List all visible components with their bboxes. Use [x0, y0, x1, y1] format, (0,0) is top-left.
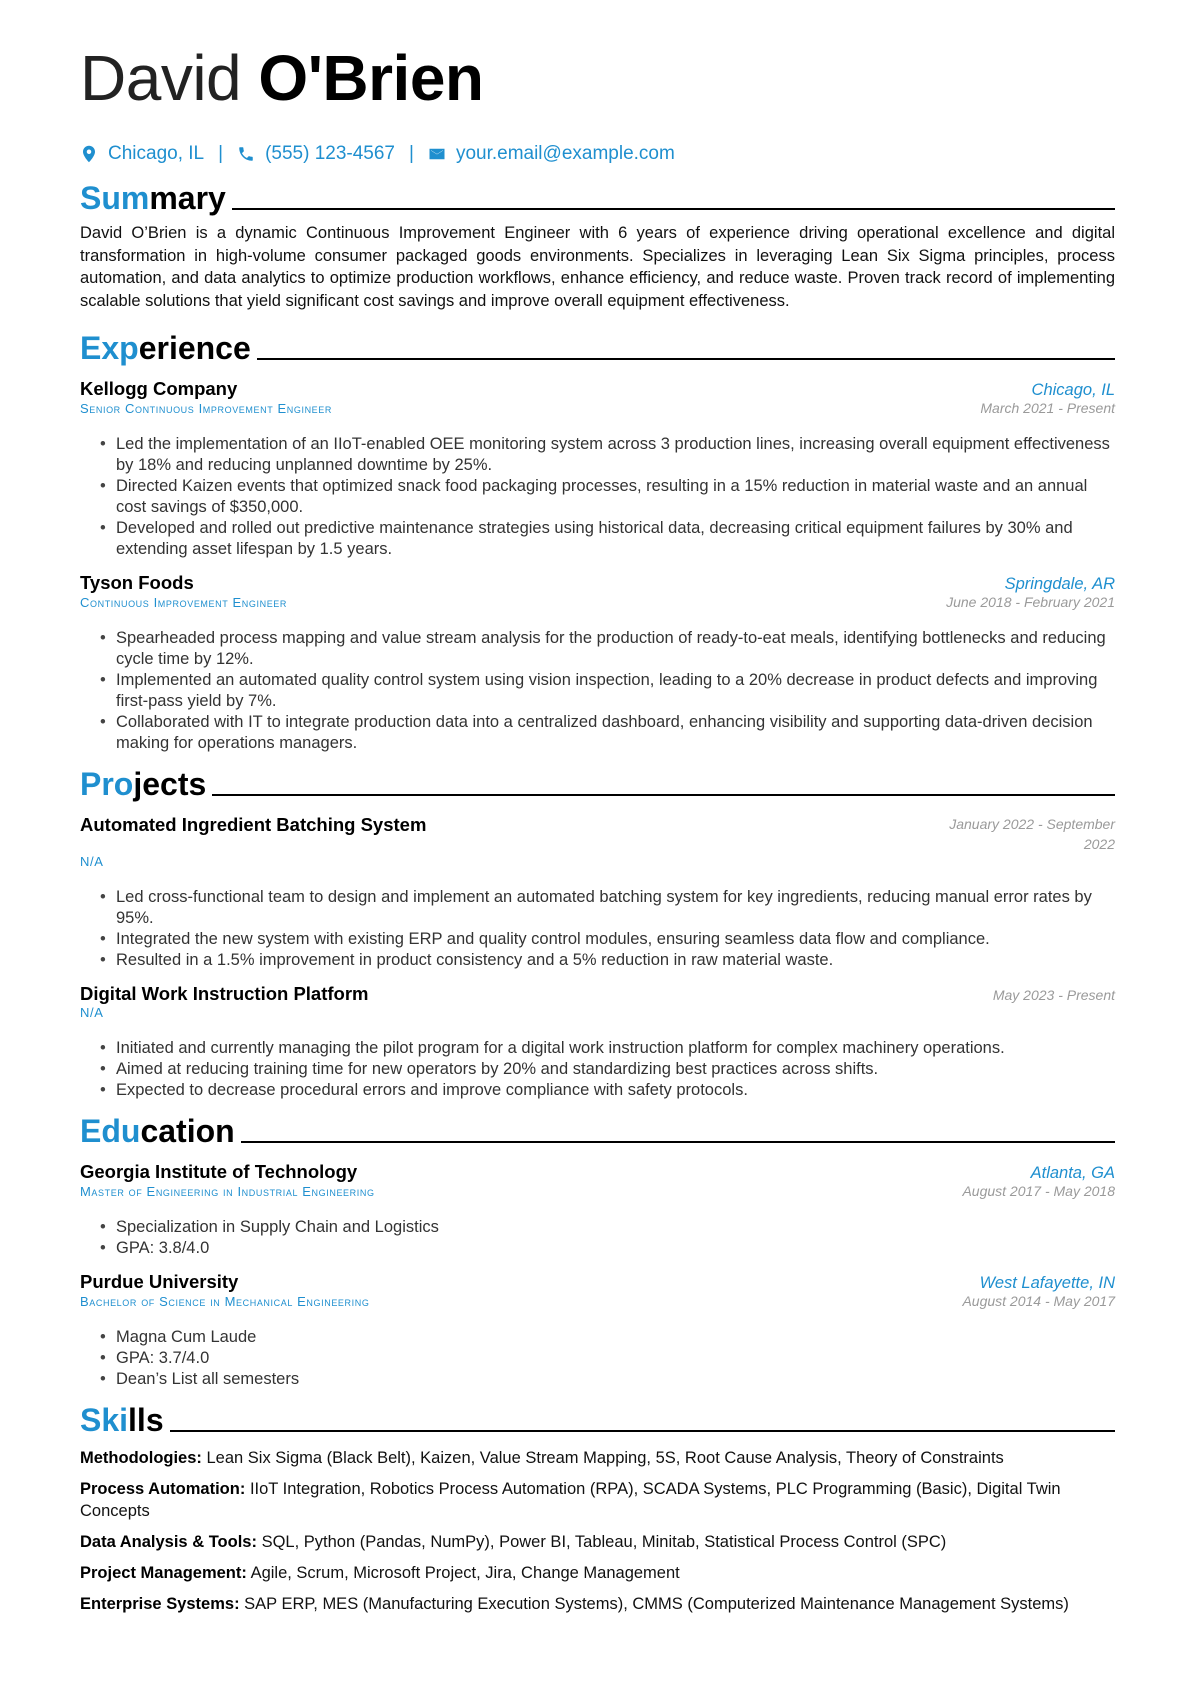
entry-location: Chicago, IL	[1031, 381, 1115, 399]
skill-row	[80, 1447, 1115, 1469]
entry-dates: January 2022 - September 2022	[949, 816, 1115, 852]
experience-entry	[80, 378, 1115, 560]
list-item: • Led the implementation of an IIoT-enabled OEE monitoring system across 3 production lines, increasing overall equipment effectiveness by 18% and reducing unplanned downtime by 25%.	[116, 434, 1115, 476]
list-item: • Expected to decrease procedural errors and improve compliance with safety protocols.	[116, 1080, 1115, 1101]
skill-value: SQL, Python (Pandas, NumPy), Power BI, Tableau, Minitab, Statistical Process Control (SPC)	[261, 1533, 947, 1551]
section-rule	[241, 1141, 1115, 1143]
projects-heading	[80, 762, 1115, 802]
skill-row	[80, 1478, 1115, 1522]
list-item: • Resulted in a 1.5% improvement in product consistency and a 5% reduction in raw material waste.	[116, 950, 1115, 971]
project-sub: N/A	[80, 854, 104, 869]
list-item: • GPA: 3.7/4.0	[116, 1348, 1115, 1369]
phone-text[interactable]: (555) 123-4567	[265, 143, 395, 164]
phone-icon	[237, 144, 255, 164]
company-name: Tyson Foods	[80, 572, 194, 593]
project-entry	[80, 814, 1115, 971]
list-item: • Initiated and currently managing the pilot program for a digital work instruction platform for complex machinery operations.	[116, 1038, 1115, 1059]
section-rule	[232, 208, 1115, 210]
section-title: Experience	[80, 330, 251, 366]
summary-text: David O’Brien is a dynamic Continuous Improvement Engineer with 6 years of experience driving operational excellence and digital transformation in high-volume consumer packaged goods environments. Specializes in leveraging Lean Six Sigma principles, process automation, and data analytics to optimize production workflows, enhance efficiency, and reduce waste. Proven track record of implementing scalable solutions that yield significant cost savings and improve overall equipment effectiveness.	[80, 224, 1115, 310]
project-entry	[80, 983, 1115, 1101]
skill-row	[80, 1593, 1115, 1615]
skill-label: Data Analysis & Tools:	[80, 1533, 257, 1551]
list-item: • Magna Cum Laude	[116, 1327, 1115, 1348]
job-role: Continuous Improvement Engineer	[80, 595, 288, 610]
skill-label: Methodologies:	[80, 1449, 202, 1467]
candidate-name	[80, 38, 1115, 118]
entry-dates: August 2017 - May 2018	[962, 1183, 1115, 1199]
company-name: Kellogg Company	[80, 378, 238, 399]
contact-location	[80, 143, 204, 165]
list-item: • GPA: 3.8/4.0	[116, 1238, 1115, 1259]
list-item: • Collaborated with IT to integrate production data into a centralized dashboard, enhancing visibility and supporting data-driven decision making for operations managers.	[116, 712, 1115, 754]
section-title: Projects	[80, 766, 207, 802]
school-name: Georgia Institute of Technology	[80, 1161, 358, 1182]
list-item: • Implemented an automated quality control system using vision inspection, leading to a 20% decrease in product defects and improving first-pass yield by 7%.	[116, 670, 1115, 712]
education-entry	[80, 1271, 1115, 1390]
skill-label: Project Management:	[80, 1564, 247, 1582]
envelope-icon	[428, 144, 446, 164]
entry-location: West Lafayette, IN	[979, 1274, 1115, 1292]
section-rule	[212, 794, 1115, 796]
list-item: • Integrated the new system with existing ERP and quality control modules, ensuring seamless data flow and compliance.	[116, 929, 1115, 950]
bullet-list	[80, 434, 1115, 560]
location-text: Chicago, IL	[108, 143, 205, 164]
entry-dates: June 2018 - February 2021	[946, 594, 1115, 610]
job-role: Senior Continuous Improvement Engineer	[80, 401, 332, 416]
skill-row	[80, 1562, 1115, 1584]
list-item: • Dean’s List all semesters	[116, 1369, 1115, 1390]
map-marker-icon	[80, 144, 98, 164]
entry-dates: August 2014 - May 2017	[962, 1293, 1115, 1309]
school-name: Purdue University	[80, 1271, 239, 1292]
skill-value: Agile, Scrum, Microsoft Project, Jira, Change Management	[250, 1564, 680, 1582]
last-name: O'Brien	[258, 42, 484, 114]
email-link[interactable]: your.email@example.com	[455, 143, 675, 164]
entry-dates: March 2021 - Present	[980, 400, 1115, 416]
summary-heading	[80, 176, 1115, 216]
bullet-list	[80, 1327, 1115, 1390]
bullet-list	[80, 1217, 1115, 1259]
project-title: Digital Work Instruction Platform	[80, 983, 369, 1004]
skill-row	[80, 1531, 1115, 1553]
list-item: • Led cross-functional team to design and implement an automated batching system for key ingredients, reducing manual error rates by 95%.	[116, 887, 1115, 929]
experience-entry	[80, 572, 1115, 754]
skill-label: Process Automation:	[80, 1480, 246, 1498]
contact-phone[interactable]	[237, 143, 395, 165]
contact-bar	[80, 140, 1115, 168]
list-item: • Spearheaded process mapping and value stream analysis for the production of ready-to-eat meals, identifying bottlenecks and reducing cycle time by 12%.	[116, 628, 1115, 670]
education-entry	[80, 1161, 1115, 1259]
entry-location: Atlanta, GA	[1030, 1164, 1115, 1182]
entry-location: Springdale, AR	[1004, 575, 1115, 593]
bullet-list	[80, 887, 1115, 971]
first-name: David	[80, 42, 242, 114]
skills-heading	[80, 1398, 1115, 1438]
experience-heading	[80, 326, 1115, 366]
section-rule	[170, 1430, 1115, 1432]
section-title: Summary	[80, 180, 226, 216]
list-item: • Aimed at reducing training time for new operators by 20% and standardizing best practices across shifts.	[116, 1059, 1115, 1080]
bullet-list	[80, 628, 1115, 754]
degree: Master of Engineering in Industrial Engineering	[80, 1184, 375, 1199]
bullet-list	[80, 1038, 1115, 1101]
degree: Bachelor of Science in Mechanical Engineering	[80, 1294, 370, 1309]
section-title: Skills	[80, 1402, 164, 1438]
entry-dates: May 2023 - Present	[992, 987, 1115, 1003]
list-item: • Specialization in Supply Chain and Logistics	[116, 1217, 1115, 1238]
list-item: • Developed and rolled out predictive maintenance strategies using historical data, decreasing critical equipment failures by 30% and extending asset lifespan by 1.5 years.	[116, 518, 1115, 560]
contact-separator: |	[218, 143, 224, 164]
contact-separator: |	[409, 143, 414, 164]
section-rule	[257, 358, 1115, 360]
skill-label: Enterprise Systems:	[80, 1595, 240, 1613]
section-title: Education	[80, 1113, 235, 1149]
skill-value: SAP ERP, MES (Manufacturing Execution Systems), CMMS (Computerized Maintenance Management Systems)	[244, 1595, 1069, 1613]
project-title: Automated Ingredient Batching System	[80, 814, 427, 835]
skill-value: Lean Six Sigma (Black Belt), Kaizen, Value Stream Mapping, 5S, Root Cause Analysis, Theory of Constraints	[206, 1449, 1004, 1467]
skill-value: IIoT Integration, Robotics Process Automation (RPA), SCADA Systems, PLC Programming (Basic), Digital Twin Concepts	[80, 1480, 1061, 1520]
list-item: • Directed Kaizen events that optimized snack food packaging processes, resulting in a 15% reduction in material waste and an annual cost savings of $350,000.	[116, 476, 1115, 518]
education-heading	[80, 1109, 1115, 1149]
project-sub: N/A	[80, 1005, 104, 1020]
contact-email[interactable]	[428, 143, 675, 165]
